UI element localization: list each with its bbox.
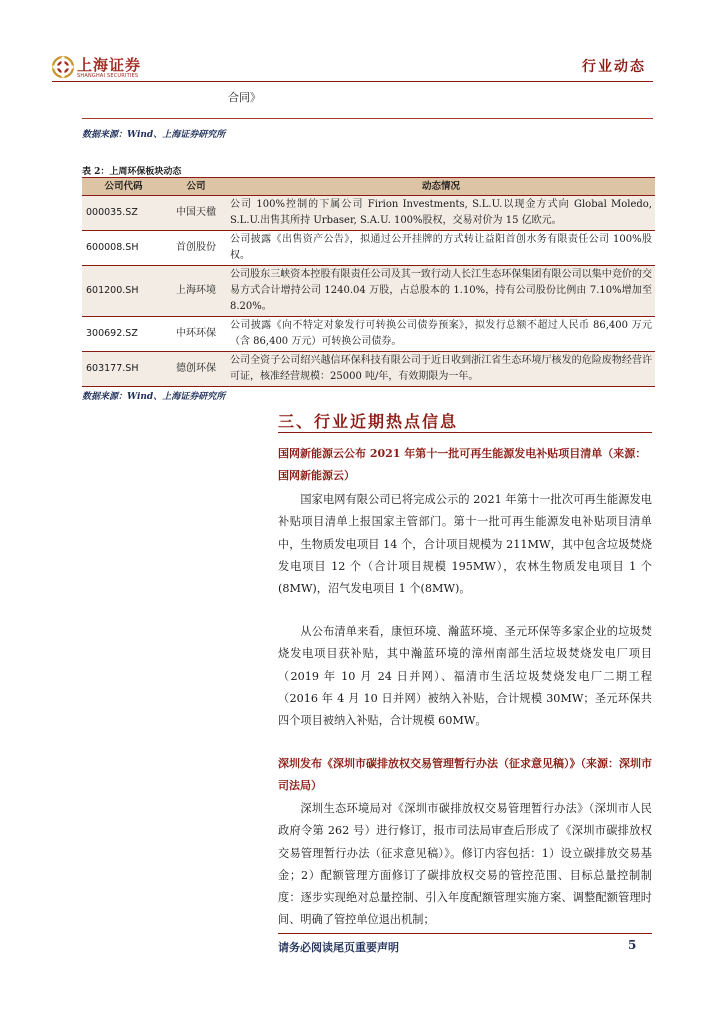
news-title: 国网新能源云公布 2021 年第十一批可再生能源发电补贴项目清单（来源：国网新能源云） (278, 447, 647, 482)
table-row (82, 196, 655, 231)
section-divider (278, 432, 652, 433)
report-category: 行业动态 (582, 59, 646, 75)
sector-news-table (82, 177, 655, 387)
logo-emblem-icon (52, 56, 74, 78)
company-name: 德创环保 (165, 352, 227, 387)
table-row (82, 317, 655, 352)
footer-divider (278, 933, 652, 934)
company-news: 公司披露《出售资产公告》，拟通过公开挂牌的方式转让益阳首创水务有限责任公司 100%股权。 (227, 231, 655, 266)
table-row (82, 352, 655, 387)
column-header: 公司代码 (82, 178, 165, 196)
company-code: 300692.SZ (82, 317, 165, 352)
page-number: 5 (628, 938, 637, 952)
company-news: 公司股东三峡资本控股有限责任公司及其一致行动人长江生态环保集团有限公司以集中竞价的交易方式合计增持公司 1240.04 万股，占总股本的 1.10%，持有公司股份比例由 7.10%增加至 8.20%。 (227, 266, 655, 317)
news-paragraph: 国家电网有限公司已将完成公示的 2021 年第十一批次可再生能源发电补贴项目清单上报国家主管部门。第十一批可再生能源发电补贴项目清单中，生物质发电项目 14 个，合计项目规模为 211MW，其中包含垃圾焚烧发电项目 12 个（合计项目规模 195MW），农林生物质发电项目 1 个(8MW)，沼气发电项目 1 个(8MW)。 (278, 493, 652, 596)
table-row (82, 266, 655, 317)
data-source: 数据来源：Wind、上海证券研究所 (82, 392, 226, 402)
news-paragraph: 深圳生态环境局对《深圳市碳排放权交易管理暂行办法》（深圳市人民政府令第 262 号）进行修订，报市司法局审查后形成了《深圳市碳排放权交易管理暂行办法（征求意见稿）》。修订内容包括：1）设立碳排放交易基金；2）配额管理方面修订了碳排放权交易的管控范围、目标总量控制制度：逐步实现绝对总量控制、引入年度配额管理实施方案、调整配额管理时间、明确了管控单位退出机制； (278, 802, 652, 927)
section-title: 三、行业近期热点信息 (278, 412, 459, 431)
company-news: 公司披露《向不特定对象发行可转换公司债券预案》，拟发行总额不超过人民币 86,400 万元（含 86,400 万元）可转换公司债券。 (227, 317, 655, 352)
header-divider (52, 81, 653, 82)
column-header: 动态情况 (227, 178, 655, 196)
company-code: 600008.SH (82, 231, 165, 266)
column-header: 公司 (165, 178, 227, 196)
company-name: 上海环境 (165, 266, 227, 317)
news-paragraph: 从公布清单来看，康恒环境、瀚蓝环境、圣元环保等多家企业的垃圾焚烧发电项目获补贴，其中瀚蓝环境的漳州南部生活垃圾焚烧发电厂项目（2019 年 10 月 24 日并网）、福清市生活垃圾焚烧发电厂二期工程（2016 年 4 月 10 日并网）被纳入补贴，合计规模 30MW；圣元环保共四个项目被纳入补贴，合计规模 60MW。 (278, 625, 652, 728)
company-code: 000035.SZ (82, 196, 165, 231)
table-title: 表 2：上周环保板块动态 (82, 167, 182, 177)
table-header-row (82, 178, 655, 196)
company-code: 601200.SH (82, 266, 165, 317)
divider (82, 118, 653, 119)
data-source: 数据来源：Wind、上海证券研究所 (82, 130, 226, 140)
disclaimer-notice: 请务必阅读尾页重要声明 (278, 941, 399, 954)
company-logo (52, 54, 172, 84)
company-code: 603177.SH (82, 352, 165, 387)
company-name: 中环环保 (165, 317, 227, 352)
continued-text: 合同》 (228, 91, 261, 104)
logo-subtext: SHANGHAI SECURITIES (77, 73, 139, 79)
company-news: 公司 100%控制的下属公司 Firion Investments, S.L.U.以现金方式向 Global Moledo, S.L.U.出售其所持 Urbaser, S.A.U. 100%股权，交易对价为 15 亿欧元。 (227, 196, 655, 231)
news-title: 深圳发布《深圳市碳排放权交易管理暂行办法（征求意见稿）》（来源：深圳市司法局） (278, 757, 652, 792)
logo-text: 上海证券 (77, 56, 142, 74)
company-name: 首创股份 (165, 231, 227, 266)
table-row (82, 231, 655, 266)
company-name: 中国天楹 (165, 196, 227, 231)
company-news: 公司全资子公司绍兴越信环保科技有限公司于近日收到浙江省生态环境厅核发的危险废物经营许可证，核准经营规模：25000 吨/年，有效期限为一年。 (227, 352, 655, 387)
